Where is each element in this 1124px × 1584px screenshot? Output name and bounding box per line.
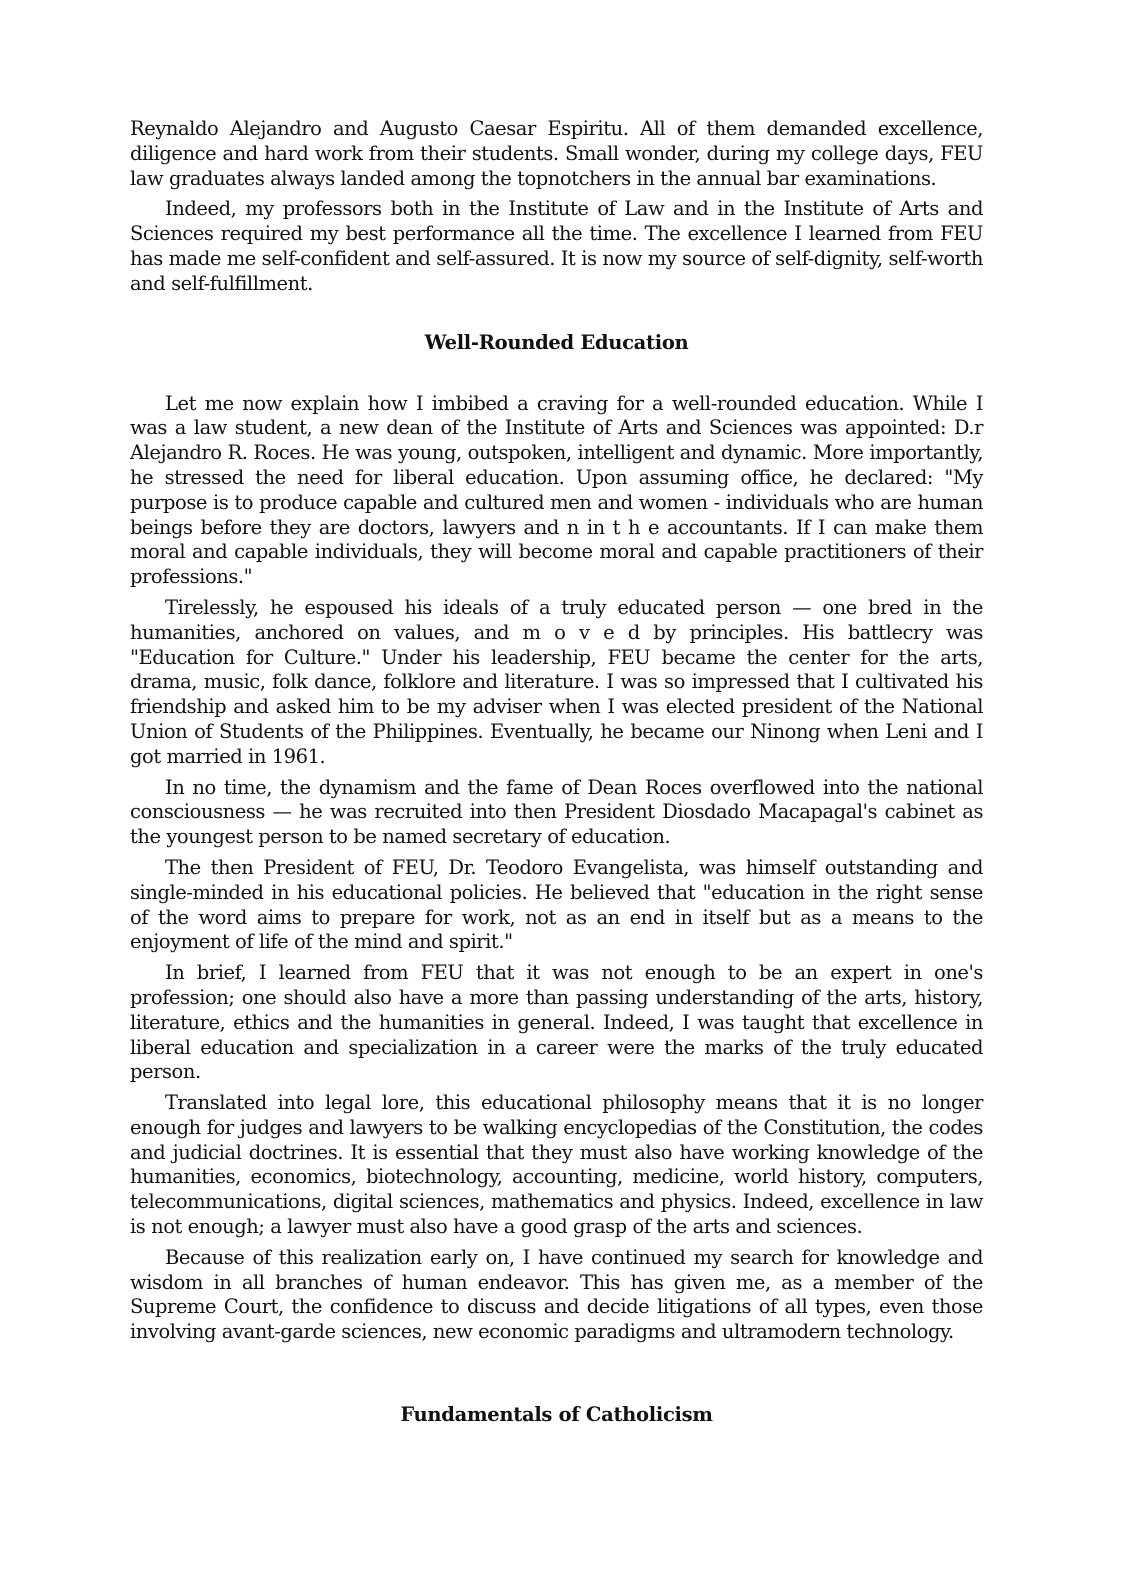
paragraph-professors: Indeed, my professors both in the Institute of Law and in the Institute of Arts and Sciences required my best performance all the time. The excellence I learned from FEU has made me self-confident and self-assured. It is now my source of self-dignity, self-worth and self-fulfillment. <box>130 197 983 295</box>
paragraph-dean-roces: Let me now explain how I imbibed a craving for a well-rounded education. While I was a law student, a new dean of the Institute of Arts and Sciences was appointed: D.r Alejandro R. Roces. He was young, outspoken, intelligent and dynamic. More importantly, he stressed the need for liberal education. Upon assuming office, he declared: "My purpose is to produce capable and cultured men and women - individuals who are human beings before they are doctors, lawyers and n in t h e accountants. If I can make them moral and capable individuals, they will become moral and capable practitioners of their professions." <box>130 391 983 589</box>
paragraph-continued: Reynaldo Alejandro and Augusto Caesar Espiritu. All of them demanded excellence, diligence and hard work from their students. Small wonder, during my college days, FEU law graduates always landed among the topnotchers in the annual bar examinations. <box>130 117 983 190</box>
section-heading-well-rounded-education: Well-Rounded Education <box>424 330 689 354</box>
document-page <box>130 117 983 1427</box>
section-heading-fundamentals-of-catholicism: Fundamentals of Catholicism <box>400 1403 713 1427</box>
paragraph-ideals: Tirelessly, he espoused his ideals of a truly educated person — one bred in the humanities, anchored on values, and m o v e d by principles. His battlecry was "Education for Culture." Under his leadership, FEU became the center for the arts, drama, music, folk dance, folklore and literature. I was so impressed that I cultivated his friendship and asked him to be my adviser when I was elected president of the National Union of Students of the Philippines. Eventually, he became our Ninong when Leni and I got married in 1961. <box>130 595 983 768</box>
paragraph-in-brief: In brief, I learned from FEU that it was not enough to be an expert in one's profession; one should also have a more than passing understanding of the arts, history, literature, ethics and the humanities in general. Indeed, I was taught that excellence in liberal education and specialization in a career were the marks of the truly educated person. <box>130 961 983 1084</box>
paragraph-national-consciousness: In no time, the dynamism and the fame of Dean Roces overflowed into the national consciousness — he was recruited into then President Diosdado Macapagal's cabinet as the youngest person to be named secretary of education. <box>130 775 983 849</box>
paragraph-legal-lore: Translated into legal lore, this educational philosophy means that it is no longer enough for judges and lawyers to be walking encyclopedias of the Constitution, the codes and judicial doctrines. It is essential that they must also have working knowledge of the humanities, economics, biotechnology, accounting, medicine, world history, computers, telecommunications, digital sciences, mathematics and physics. Indeed, excellence in law is not enough; a lawyer must also have a good grasp of the arts and sciences. <box>130 1091 983 1239</box>
paragraph-realization: Because of this realization early on, I have continued my search for knowledge and wisdom in all branches of human endeavor. This has given me, as a member of the Supreme Court, the confidence to discuss and decide litigations of all types, even those involving avant-garde sciences, new economic paradigms and ultramodern technology. <box>130 1245 983 1344</box>
paragraph-feu-president: The then President of FEU, Dr. Teodoro Evangelista, was himself outstanding and single-minded in his educational policies. He believed that "education in the right sense of the word aims to prepare for work, not as an end in itself but as a means to the enjoyment of life of the mind and spirit." <box>130 855 983 954</box>
